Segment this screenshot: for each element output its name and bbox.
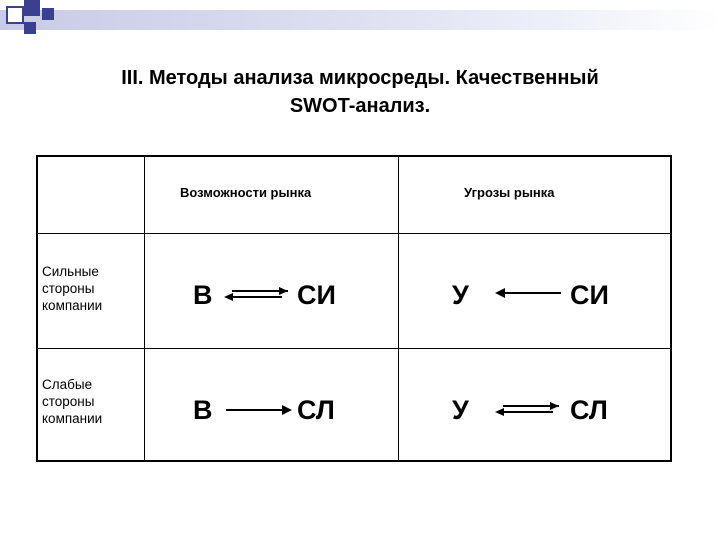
table-divider-row-2 xyxy=(36,348,672,349)
cell-1-2-right: СИ xyxy=(570,280,609,310)
row-header-line: стороны xyxy=(42,281,95,296)
table-divider-col-2 xyxy=(398,155,399,462)
double-arrow-icon xyxy=(224,286,290,302)
arrow-right-icon xyxy=(224,403,292,417)
cell-2-1-right: СЛ xyxy=(297,395,335,425)
decor-square-small xyxy=(42,8,54,20)
decor-square-outline xyxy=(6,6,24,24)
decor-square-lower xyxy=(24,22,36,34)
slide-title-line-2: SWOT-анализ. xyxy=(289,95,431,117)
col-header-threats: Угрозы рынка xyxy=(464,185,555,200)
row-header-weaknesses xyxy=(42,376,142,427)
row-header-line: компании xyxy=(42,411,103,426)
row-header-strengths xyxy=(42,263,142,314)
table-divider-row-1 xyxy=(36,233,672,234)
arrow-left-icon xyxy=(495,286,563,300)
row-header-line: компании xyxy=(42,298,103,313)
header-band xyxy=(0,10,720,30)
cell-2-1-left: В xyxy=(193,395,213,425)
cell-1-1-left: В xyxy=(193,280,213,310)
row-header-line: стороны xyxy=(42,394,95,409)
slide-title-line-1: III. Методы анализа микросреды. Качественный xyxy=(121,67,599,89)
cell-2-2-left: У xyxy=(452,395,469,425)
decor-square-large xyxy=(24,0,40,16)
double-arrow-icon xyxy=(495,401,561,417)
cell-1-2-left: У xyxy=(452,280,469,310)
row-header-line: Сильные xyxy=(42,264,99,279)
row-header-line: Слабые xyxy=(42,377,93,392)
cell-1-1-right: СИ xyxy=(297,280,336,310)
col-header-opportunities: Возможности рынка xyxy=(180,185,312,200)
cell-2-2-right: СЛ xyxy=(570,395,608,425)
table-divider-col-1 xyxy=(144,155,145,462)
slide-title xyxy=(40,64,680,120)
